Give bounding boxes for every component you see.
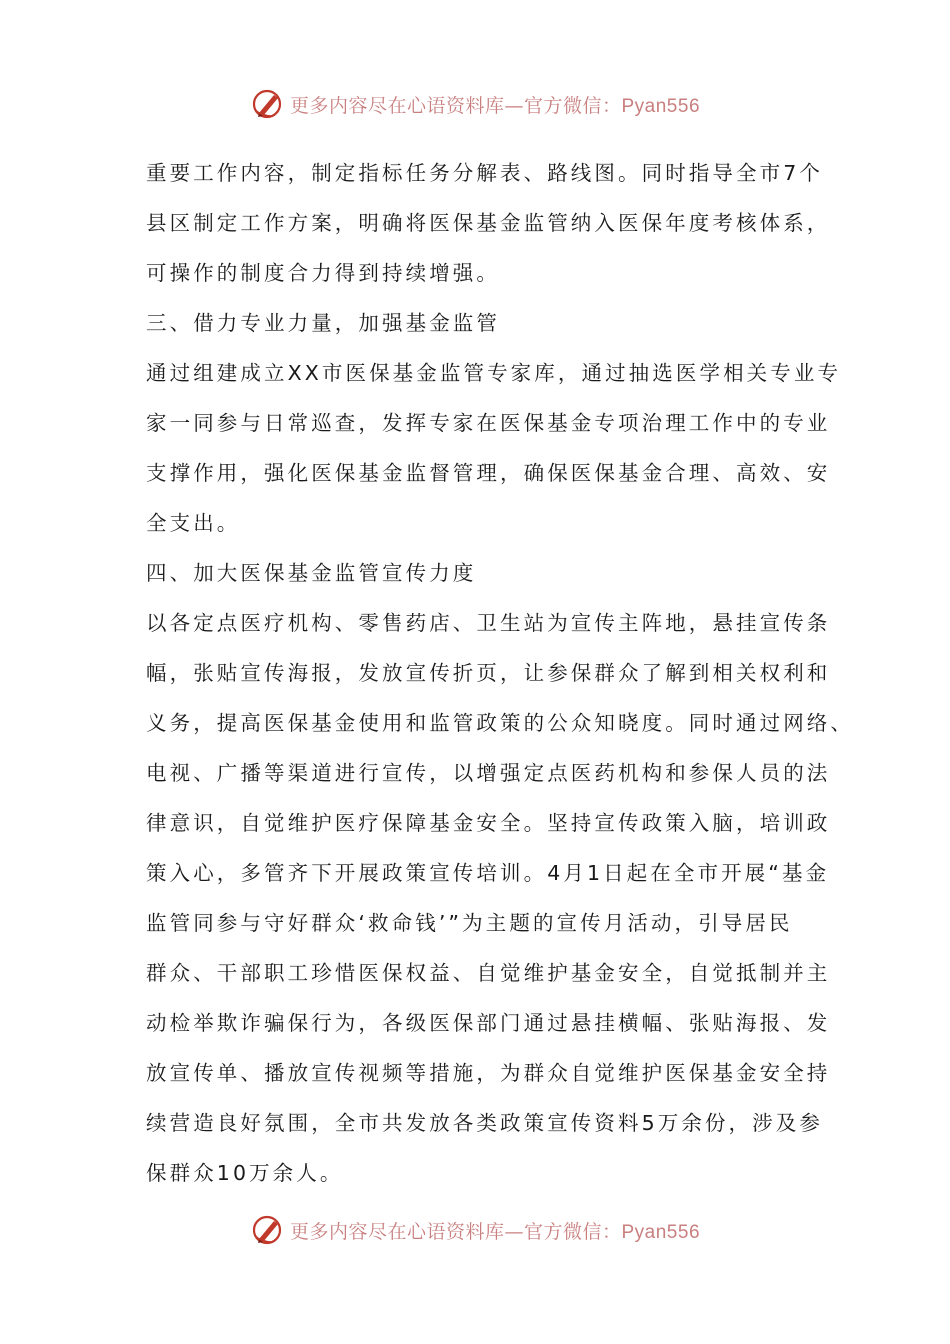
watermark-wechat-id: Pyan556 <box>621 1221 701 1243</box>
text-line: 县区制定工作方案，明确将医保基金监管纳入医保年度考核体系， <box>146 211 831 235</box>
text-line: 续营造良好氛围，全市共发放各类政策宣传资料5万余份，涉及参 <box>146 1111 823 1135</box>
text-line: 可操作的制度合力得到持续增强。 <box>146 261 500 285</box>
section-heading: 三、借力专业力量，加强基金监管 <box>146 311 500 335</box>
pen-logo-icon <box>250 86 286 122</box>
watermark-text: 更多内容尽在心语资料库—官方微信：Pyan556 <box>289 94 701 117</box>
header-watermark <box>0 84 950 124</box>
text-line: 支撑作用，强化医保基金监督管理，确保医保基金合理、高效、安 <box>146 461 831 485</box>
text-line: 保群众10万余人。 <box>146 1161 344 1185</box>
text-line: 义务，提高医保基金使用和监管政策的公众知晓度。同时通过网络、 <box>146 711 854 735</box>
text-line: 放宣传单、播放宣传视频等措施，为群众自觉维护医保基金安全持 <box>146 1061 831 1085</box>
text-line: 动检举欺诈骗保行为，各级医保部门通过悬挂横幅、张贴海报、发 <box>146 1011 831 1035</box>
pen-logo-icon <box>250 1212 286 1248</box>
text-line: 通过组建成立XX市医保基金监管专家库，通过抽选医学相关专业专 <box>146 361 842 385</box>
text-line: 全支出。 <box>146 511 241 535</box>
text-line: 群众、干部职工珍惜医保权益、自觉维护基金安全，自觉抵制并主 <box>146 961 831 985</box>
document-body <box>146 148 854 1198</box>
footer-watermark <box>0 1210 950 1250</box>
text-line: 幅，张贴宣传海报，发放宣传折页，让参保群众了解到相关权利和 <box>146 661 831 685</box>
watermark-text: 更多内容尽在心语资料库—官方微信：Pyan556 <box>289 1220 701 1243</box>
text-line: 策入心，多管齐下开展政策宣传培训。4月1日起在全市开展“基金 <box>146 861 830 885</box>
text-line: 律意识，自觉维护医疗保障基金安全。坚持宣传政策入脑，培训政 <box>146 811 831 835</box>
section-heading: 四、加大医保基金监管宣传力度 <box>146 561 477 585</box>
text-line: 以各定点医疗机构、零售药店、卫生站为宣传主阵地，悬挂宣传条 <box>146 611 831 635</box>
text-line: 重要工作内容，制定指标任务分解表、路线图。同时指导全市7个 <box>146 161 823 185</box>
text-line: 家一同参与日常巡查，发挥专家在医保基金专项治理工作中的专业 <box>146 411 831 435</box>
text-line: 电视、广播等渠道进行宣传，以增强定点医药机构和参保人员的法 <box>146 761 831 785</box>
watermark-wechat-id: Pyan556 <box>621 95 701 117</box>
text-line: 监管同参与守好群众‘救命钱’”为主题的宣传月活动，引导居民 <box>146 911 793 935</box>
